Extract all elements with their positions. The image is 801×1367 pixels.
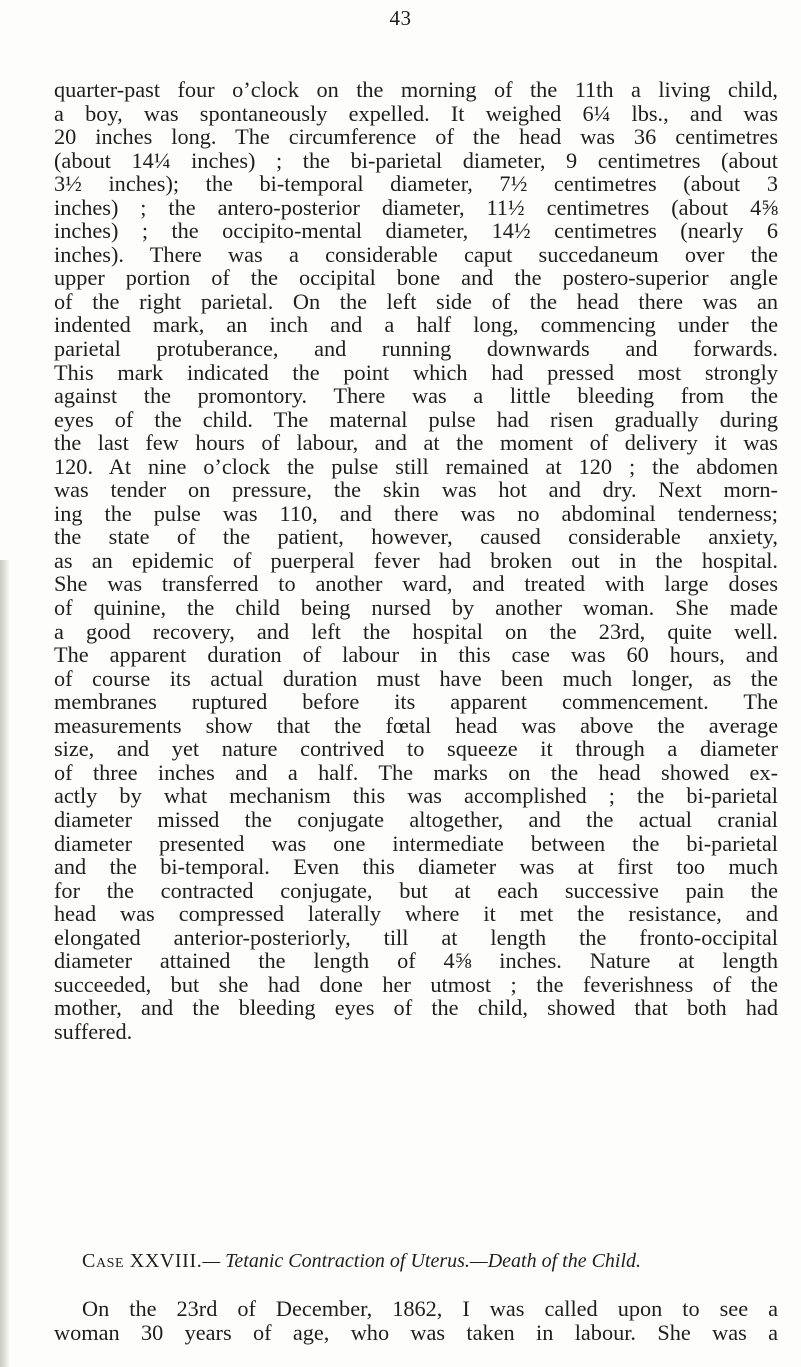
text-line: ing the pulse was 110, and there was no abdominal tenderness;: [54, 500, 778, 526]
case-number: Case XXVIII.: [82, 1250, 203, 1272]
text-line: diameter presented was one intermediate between the bi-parietal: [54, 830, 778, 856]
text-line: upper portion of the occipital bone and the postero-superior angle: [54, 265, 778, 291]
text-line: On the 23rd of December, 1862, I was called upon to see a: [82, 1296, 778, 1321]
text-line: woman 30 years of age, who was taken in labour. She was a: [54, 1319, 778, 1345]
text-line: suffered.: [54, 1018, 133, 1044]
text-line: inches). There was a considerable caput succedaneum over the: [54, 241, 778, 267]
text-line: diameter attained the length of 4⅝ inches. Nature at length: [54, 948, 778, 974]
text-line: membranes ruptured before its apparent commencement. The: [54, 689, 778, 715]
text-line: diameter missed the conjugate altogether, and the actual cranial: [54, 806, 778, 832]
paragraph-case-xxviii-start: [54, 1297, 778, 1344]
text-line: quarter-past four o’clock on the morning of the 11th a living child,: [54, 77, 778, 102]
text-line: succeeded, but she had done her utmost ; the feverishness of the: [54, 971, 778, 997]
text-line: the state of the patient, however, caused considerable anxiety,: [54, 524, 778, 550]
paragraph-case-xxvii-conclusion: [54, 78, 778, 1043]
text-line: measurements show that the fœtal head was above the average: [54, 712, 778, 738]
text-line: mother, and the bleeding eyes of the child, showed that both had: [54, 995, 778, 1021]
text-line: inches) ; the occipito-mental diameter, 14½ centimetres (nearly 6: [54, 218, 778, 244]
text-line: eyes of the child. The maternal pulse had risen gradually during: [54, 406, 778, 432]
text-line: 3½ inches); the bi-temporal diameter, 7½ centimetres (about 3: [54, 171, 778, 197]
text-line: 120. At nine o’clock the pulse still remained at 120 ; the abdomen: [54, 453, 778, 479]
text-line: the last few hours of labour, and at the moment of delivery it was: [54, 430, 778, 456]
text-line: head was compressed laterally where it met the resistance, and: [54, 901, 778, 927]
case-title: — Tetanic Contraction of Uterus.—Death of the Child.: [202, 1250, 642, 1272]
text-line: a boy, was spontaneously expelled. It weighed 6¼ lbs., and was: [54, 100, 778, 126]
text-line: and the bi-temporal. Even this diameter was at first too much: [54, 854, 778, 880]
text-line: 20 inches long. The circumference of the head was 36 centimetres: [54, 124, 778, 150]
text-line: parietal protuberance, and running downwards and forwards.: [54, 336, 778, 362]
text-line: indented mark, an inch and a half long, commencing under the: [54, 312, 778, 338]
text-line: of quinine, the child being nursed by another woman. She made: [54, 595, 778, 621]
case-heading: [82, 1250, 641, 1273]
text-line: inches) ; the antero-posterior diameter, 11½ centimetres (about 4⅝: [54, 194, 778, 220]
binding-shadow: [0, 560, 10, 1367]
text-line: size, and yet nature contrived to squeeze it through a diameter: [54, 736, 778, 762]
text-line: This mark indicated the point which had pressed most strongly: [54, 359, 778, 385]
text-line: (about 14¼ inches) ; the bi-parietal diameter, 9 centimetres (about: [54, 147, 778, 173]
text-line: as an epidemic of puerperal fever had broken out in the hospital.: [54, 547, 778, 573]
text-line: The apparent duration of labour in this case was 60 hours, and: [54, 642, 778, 668]
text-line: of three inches and a half. The marks on the head showed ex-: [54, 759, 778, 785]
text-line: actly by what mechanism this was accomplished ; the bi-parietal: [54, 783, 778, 809]
text-line: of course its actual duration must have been much longer, as the: [54, 665, 778, 691]
text-line: She was transferred to another ward, and treated with large doses: [54, 571, 778, 597]
text-line: for the contracted conjugate, but at each successive pain the: [54, 877, 778, 903]
text-line: of the right parietal. On the left side of the head there was an: [54, 288, 778, 314]
text-line: was tender on pressure, the skin was hot and dry. Next morn-: [54, 477, 778, 503]
text-line: against the promontory. There was a little bleeding from the: [54, 383, 778, 409]
page-number: 43: [389, 6, 412, 30]
text-line: a good recovery, and left the hospital on the 23rd, quite well.: [54, 618, 778, 644]
text-line: elongated anterior-posteriorly, till at length the fronto-occipital: [54, 924, 778, 950]
